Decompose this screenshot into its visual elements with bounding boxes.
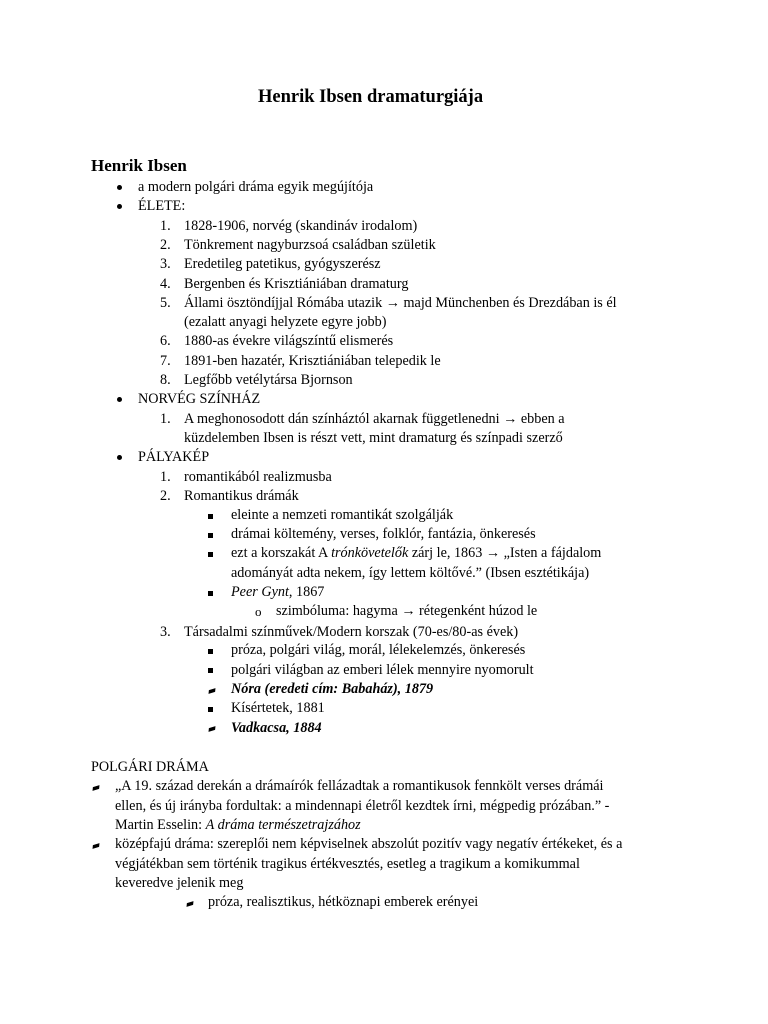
- paragraph-line: [115, 816, 361, 835]
- paragraph-italic: A dráma természetrajzához: [205, 817, 361, 833]
- sub-sub-item: [276, 602, 537, 621]
- paragraph-line: középfajú dráma: szereplői nem képviselnek abszolút pozitív vagy negatív értékeket, és a: [115, 836, 623, 852]
- list-number: 6.: [160, 333, 171, 349]
- list-number: 2.: [160, 488, 171, 504]
- slanted-bullet: [187, 901, 194, 907]
- list-number: 1.: [160, 218, 171, 234]
- list-item: Társadalmi színművek/Modern korszak (70-es/80-as évek): [184, 624, 519, 640]
- list-item: Legfőbb vetélytársa Bjornson: [184, 372, 353, 388]
- square-bullet: [208, 668, 213, 673]
- page-title: Henrik Ibsen dramaturgiája: [258, 87, 484, 107]
- sub-sub-item-text: rétegenként húzod le: [415, 603, 538, 619]
- list-item: Eredetileg patetikus, gyógyszerész: [184, 256, 381, 272]
- list-number: 3.: [160, 256, 171, 272]
- paragraph-line: „A 19. század derekán a drámaírók fellázadtak a romantikusok fennkölt verses drámái: [115, 778, 604, 794]
- sub-item-bold-italic: Nóra (eredeti cím: Babaház), 1879: [231, 681, 434, 697]
- arrow-right-icon: →: [385, 295, 400, 311]
- list-number: 7.: [160, 353, 171, 369]
- slanted-bullet: [209, 726, 216, 732]
- bullet-dot: [117, 185, 122, 190]
- sub-item-italic: Peer Gynt: [231, 584, 289, 600]
- arrow-right-icon: →: [485, 545, 501, 561]
- sub-item: [231, 583, 324, 602]
- bullet-dot: [117, 204, 122, 209]
- sub-item: [231, 544, 601, 563]
- list-item-text: ebben a: [517, 411, 565, 427]
- list-number: 2.: [160, 237, 171, 253]
- bullet-dot: [117, 397, 122, 402]
- sub-item-text: zárj le, 1863: [408, 545, 486, 561]
- list-item: romantikából realizmusba: [184, 469, 332, 485]
- sub-item: Kísértetek, 1881: [231, 700, 325, 716]
- list-item: [184, 294, 617, 313]
- bullet-text-elete: ÉLETE:: [138, 198, 186, 214]
- sub-item: drámai költemény, verses, folklór, fantázia, önkeresés: [231, 526, 536, 542]
- slanted-bullet: [93, 785, 100, 791]
- sub-item-text: ezt a korszakát A: [231, 545, 332, 561]
- sub-sub-item-text: szimbóluma: hagyma: [276, 603, 402, 619]
- list-item-text: A meghonosodott dán színháztól akarnak függetlenedni: [184, 411, 504, 427]
- list-item-text: majd Münchenben és Drezdában is él: [399, 295, 617, 311]
- sub-item-bold-italic: Vadkacsa, 1884: [231, 720, 322, 736]
- list-number: 1.: [160, 469, 171, 485]
- bullet-text: a modern polgári dráma egyik megújítója: [138, 179, 374, 195]
- square-bullet: [208, 591, 213, 596]
- paragraph-line: keveredve jelenik meg: [115, 875, 244, 891]
- list-item: 1891-ben hazatér, Krisztiániában telepedik le: [184, 353, 441, 369]
- square-bullet: [208, 533, 213, 538]
- paragraph-line: végjátékban sem történik tragikus értékvesztés, esetleg a tragikum a komikummal: [115, 856, 580, 872]
- list-number: 8.: [160, 372, 171, 388]
- bullet-text-palyakep: PÁLYAKÉP: [138, 449, 210, 465]
- section-heading-polgari-drama: POLGÁRI DRÁMA: [91, 759, 209, 775]
- square-bullet: [208, 649, 213, 654]
- list-number: 1.: [160, 411, 171, 427]
- sub-item: próza, polgári világ, morál, lélekelemzés, önkeresés: [231, 642, 526, 658]
- list-item: Romantikus drámák: [184, 488, 299, 504]
- list-number: 3.: [160, 624, 171, 640]
- list-item: 1880-as évekre világszíntű elismerés: [184, 333, 394, 349]
- list-item-continuation: küzdelemben Ibsen is részt vett, mint dramaturg és színpadi szerző: [184, 430, 563, 446]
- sub-item-text: , 1867: [288, 584, 325, 600]
- sub-item-text: „Isten a fájdalom: [500, 545, 602, 561]
- list-item-text: Állami ösztöndíjjal Rómába utazik: [184, 295, 386, 311]
- slanted-bullet: [93, 843, 100, 849]
- sub-item-italic: trónkövetelők: [331, 545, 409, 561]
- sub-item: eleinte a nemzeti romantikát szolgálják: [231, 507, 454, 523]
- bullet-text-norveg: NORVÉG SZÍNHÁZ: [138, 391, 261, 407]
- sub-item-continuation: adományát adta nekem, így lettem költővé.” (Ibsen esztétikája): [231, 565, 590, 581]
- section-heading-henrik-ibsen: Henrik Ibsen: [91, 156, 187, 175]
- square-bullet: [208, 514, 213, 519]
- paragraph-line: ellen, és új irányba fordultak: a mindennapi életről kezdtek írni, mégpedig prózában.” -: [115, 798, 610, 814]
- slanted-bullet: [209, 688, 216, 694]
- list-item: Bergenben és Krisztiániában dramaturg: [184, 276, 409, 292]
- square-bullet: [208, 552, 213, 557]
- list-item: 1828-1906, norvég (skandináv irodalom): [184, 218, 418, 234]
- arrow-right-icon: →: [401, 603, 416, 619]
- list-number: 5.: [160, 295, 171, 311]
- circle-bullet: o: [255, 604, 262, 619]
- bullet-dot: [117, 455, 122, 460]
- list-number: 4.: [160, 276, 171, 292]
- arrow-right-icon: →: [503, 411, 518, 427]
- sub-item: polgári világban az emberi lélek mennyire nyomorult: [231, 662, 534, 678]
- paragraph-text: Martin Esselin:: [115, 817, 206, 833]
- square-bullet: [208, 707, 213, 712]
- sub-item: próza, realisztikus, hétköznapi emberek erényei: [208, 894, 479, 910]
- list-item: [184, 410, 565, 429]
- list-item: Tönkrement nagyburzsoá családban születik: [184, 237, 436, 253]
- list-item-continuation: (ezalatt anyagi helyzete egyre jobb): [184, 314, 387, 330]
